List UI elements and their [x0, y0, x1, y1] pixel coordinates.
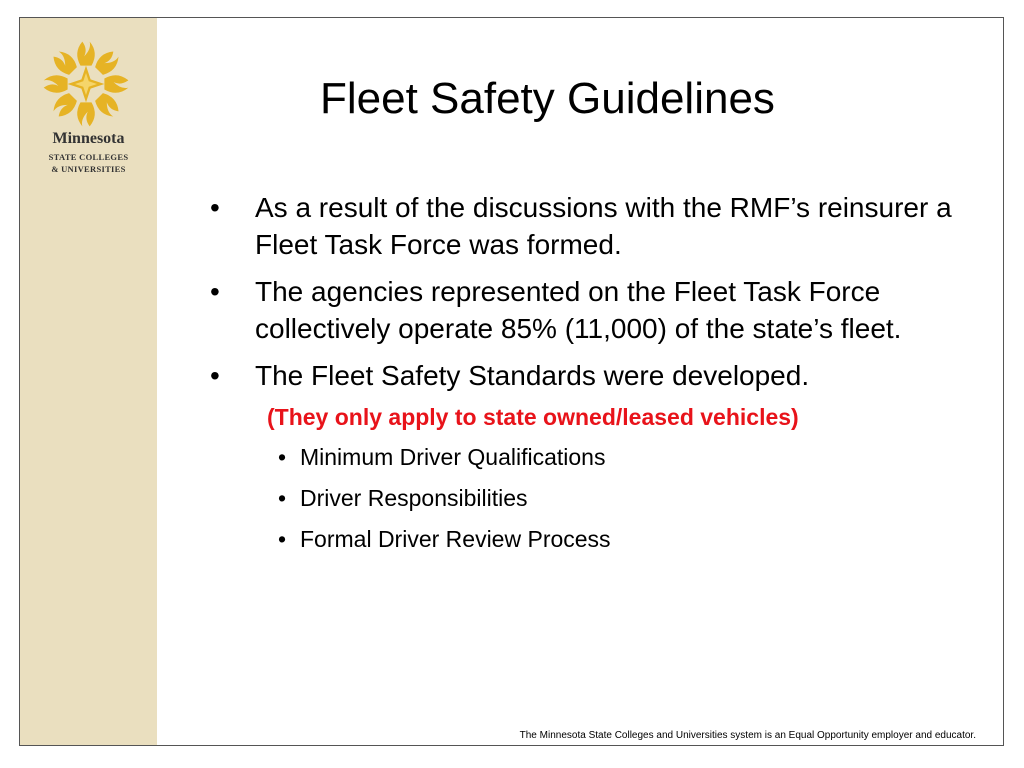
star-sunburst-icon: [40, 38, 132, 130]
bullet-text: The Fleet Safety Standards were developed.: [255, 360, 810, 391]
bullet-icon: •: [210, 276, 220, 307]
sub-bullet-item: [210, 441, 970, 473]
sub-bullet-text: Driver Responsibilities: [300, 485, 528, 511]
bullet-icon: •: [278, 444, 287, 470]
slide-frame: [19, 17, 1004, 746]
bullet-icon: •: [278, 526, 287, 552]
footer-disclaimer: The Minnesota State Colleges and Universities system is an Equal Opportunity employer and educator.: [519, 730, 976, 741]
bullet-text: The agencies represented on the Fleet Task Force collectively operate 85% (11,000) of the state’s fleet.: [255, 276, 902, 344]
bullet-icon: •: [278, 485, 287, 511]
slide-title: Fleet Safety Guidelines: [320, 74, 775, 123]
bullet-item: [210, 273, 970, 347]
scope-note: (They only apply to state owned/leased vehicles): [267, 404, 799, 430]
brand-subtitle-2: & UNIVERSITIES: [51, 164, 126, 174]
bullet-icon: •: [210, 360, 220, 391]
sub-bullet-item: [210, 482, 970, 514]
brand-name: Minnesota: [52, 130, 125, 147]
brand-subtitle-1: STATE COLLEGES: [48, 152, 129, 162]
sidebar-band: [20, 18, 157, 745]
bullet-text: As a result of the discussions with the RMF’s reinsurer a Fleet Task Force was formed.: [255, 192, 952, 260]
bullet-item: [210, 189, 970, 263]
bullet-item: [210, 357, 970, 394]
sub-bullet-text: Minimum Driver Qualifications: [300, 444, 606, 470]
bullet-icon: •: [210, 192, 220, 223]
bullet-list: [210, 189, 970, 564]
sub-bullet-text: Formal Driver Review Process: [300, 526, 611, 552]
sub-bullet-item: [210, 523, 970, 555]
